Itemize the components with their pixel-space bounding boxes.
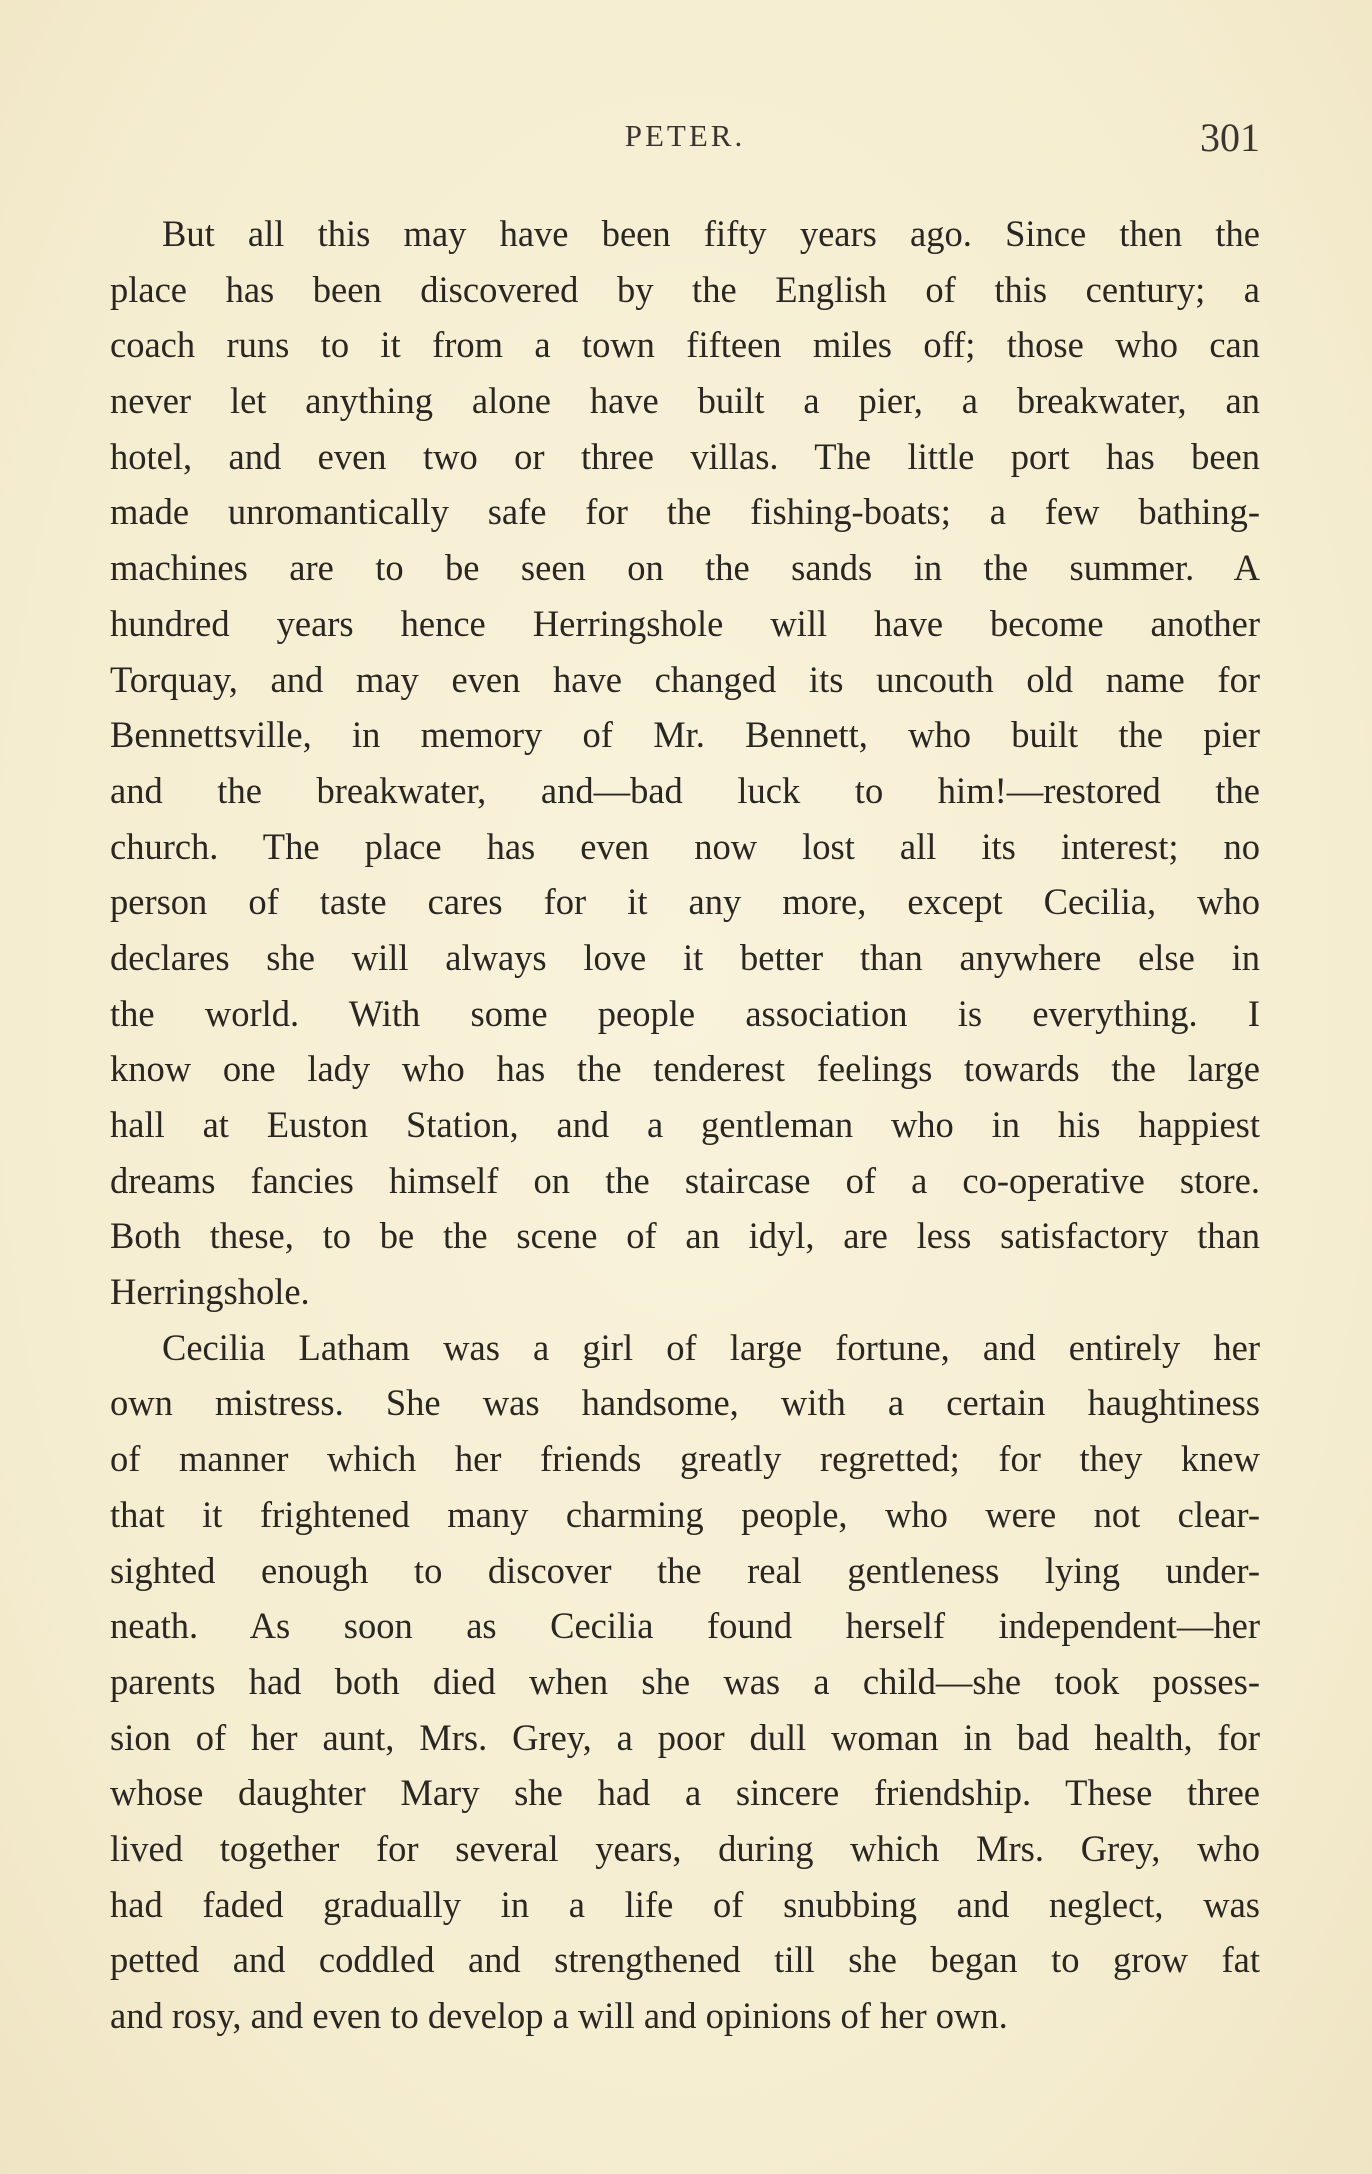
text-line: own mistress. She was handsome, with a certain haughtiness — [110, 1382, 1260, 1424]
text-line: hotel, and even two or three villas. The little port has been — [110, 435, 1260, 477]
text-line: machines are to be seen on the sands in the summer. A — [110, 547, 1260, 589]
text-line: and rosy, and even to develop a will and opinions of her own. — [110, 1995, 1008, 2036]
text-line: sion of her aunt, Mrs. Grey, a poor dull woman in bad health, for — [110, 1716, 1260, 1758]
text-line: place has been discovered by the English of this century; a — [110, 268, 1260, 310]
text-line: neath. As soon as Cecilia found herself independent—her — [110, 1605, 1260, 1647]
text-line: whose daughter Mary she had a sincere friendship. These three — [110, 1772, 1260, 1814]
page-number: 301 — [1200, 115, 1260, 160]
body-text — [110, 206, 1260, 2044]
running-title: PETER. — [624, 118, 746, 153]
text-line: lived together for several years, during which Mrs. Grey, who — [110, 1827, 1260, 1869]
text-line: of manner which her friends greatly regretted; for they knew — [110, 1438, 1260, 1480]
text-line: know one lady who has the tenderest feelings towards the large — [110, 1048, 1260, 1090]
running-head — [110, 115, 1260, 168]
text-line: made unromantically safe for the fishing-boats; a few bathing- — [110, 491, 1260, 533]
text-line: the world. With some people association is everything. I — [110, 992, 1260, 1034]
text-line: hundred years hence Herringshole will have become another — [110, 602, 1260, 644]
text-line: had faded gradually in a life of snubbing and neglect, was — [110, 1883, 1260, 1925]
text-line: and the breakwater, and—bad luck to him!—restored the — [110, 769, 1260, 811]
text-line: dreams fancies himself on the staircase of a co-operative store. — [110, 1159, 1260, 1201]
text-line: that it frightened many charming people, who were not clear- — [110, 1493, 1260, 1535]
text-line: petted and coddled and strengthened till she began to grow fat — [110, 1939, 1260, 1981]
text-line: parents had both died when she was a child—she took posses- — [110, 1660, 1260, 1702]
text-line: declares she will always love it better than anywhere else in — [110, 936, 1260, 978]
text-line: But all this may have been fifty years ago. Since then the — [162, 213, 1260, 254]
text-line: coach runs to it from a town fifteen miles off; those who can — [110, 324, 1260, 366]
text-line: Herringshole. — [110, 1271, 310, 1313]
paragraph — [110, 206, 1260, 1320]
text-line: person of taste cares for it any more, except Cecilia, who — [110, 881, 1260, 923]
text-line: never let anything alone have built a pier, a breakwater, an — [110, 380, 1260, 422]
paragraph — [110, 1320, 1260, 2044]
text-line: Bennettsville, in memory of Mr. Bennett, who built the pier — [110, 714, 1260, 756]
text-line: church. The place has even now lost all its interest; no — [110, 825, 1260, 867]
text-line: hall at Euston Station, and a gentleman who in his happiest — [110, 1104, 1260, 1145]
text-line: sighted enough to discover the real gentleness lying under- — [110, 1549, 1260, 1591]
text-line: Both these, to be the scene of an idyl, are less satisfactory than — [110, 1215, 1260, 1257]
text-line: Cecilia Latham was a girl of large fortune, and entirely her — [162, 1326, 1260, 1368]
text-line: Torquay, and may even have changed its uncouth old name for — [110, 658, 1260, 700]
